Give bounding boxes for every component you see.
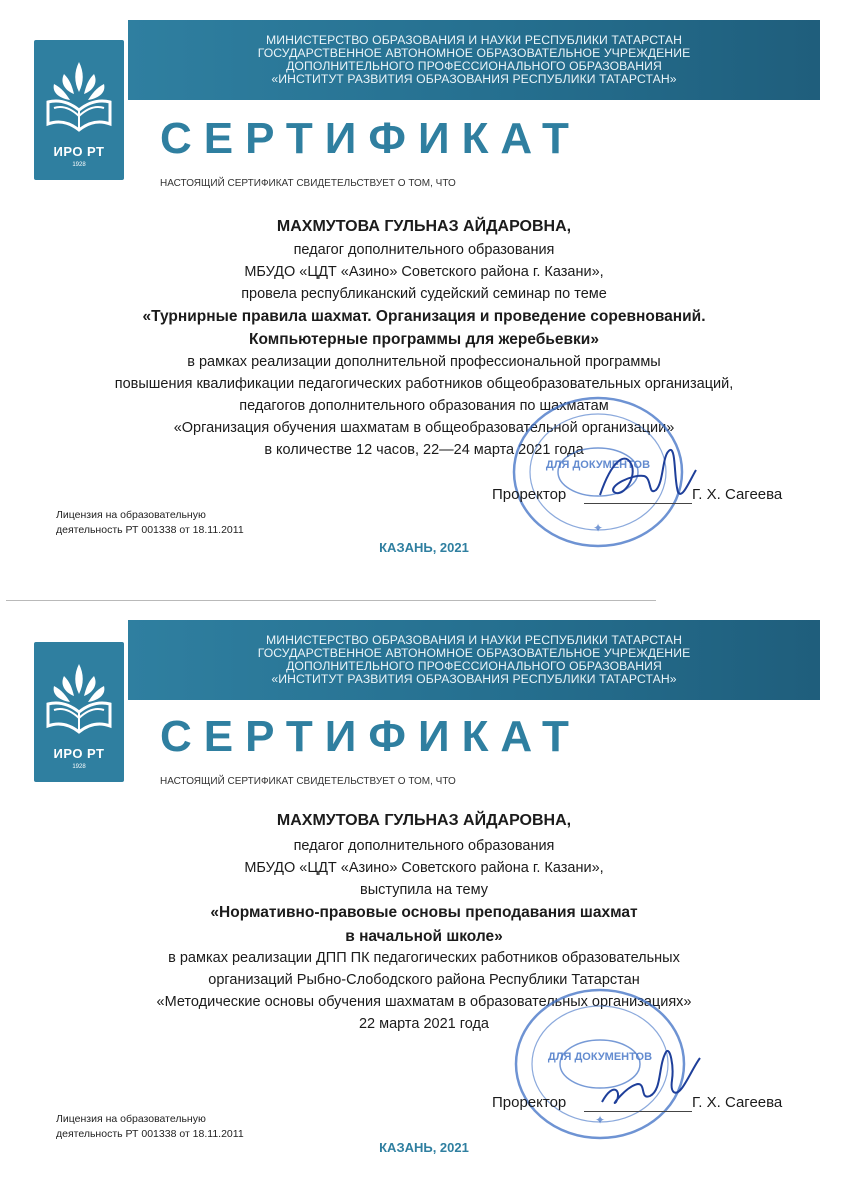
logo-year: 1928	[72, 764, 86, 770]
logo-text: ИРО РТ	[53, 144, 105, 159]
topic-line: Компьютерные программы для жеребьевки»	[249, 331, 599, 348]
certificate-title: СЕРТИФИКАТ	[160, 114, 581, 163]
details-line: в рамках реализации ДПП ПК педагогических работников образовательных	[168, 950, 680, 966]
license-line: деятельность РТ 001338 от 18.11.2011	[56, 1128, 244, 1140]
activity-description: провела республиканский судейский семинар по теме	[241, 286, 607, 302]
topic-line: «Нормативно-правовые основы преподавания шахмат	[210, 904, 638, 921]
logo-text: ИРО РТ	[53, 746, 105, 761]
signer-name: Г. Х. Сагеева	[692, 1094, 783, 1111]
org-line: ДОПОЛНИТЕЛЬНОГО ПРОФЕССИОНАЛЬНОГО ОБРАЗОВАНИЯ	[286, 59, 662, 73]
org-line: МИНИСТЕРСТВО ОБРАЗОВАНИЯ И НАУКИ РЕСПУБЛИКИ ТАТАРСТАН	[265, 33, 683, 47]
topic-line: «Турнирные правила шахмат. Организация и проведение соревнований.	[142, 308, 706, 325]
topic-line: в начальной школе»	[345, 928, 503, 945]
details-line: «Организация обучения шахматам в общеобразовательной организации»	[173, 420, 675, 436]
signature	[596, 1036, 706, 1116]
org-line: ГОСУДАРСТВЕННОЕ АВТОНОМНОЕ ОБРАЗОВАТЕЛЬНОЕ УЧРЕЖДЕНИЕ	[257, 646, 691, 660]
license-line: Лицензия на образовательную	[56, 509, 206, 521]
signature-line	[584, 1111, 692, 1112]
license-info	[56, 1112, 244, 1142]
recipient-organization: МБУДО «ЦДТ «Азино» Советского района г. Казани»,	[244, 264, 604, 280]
details-line: в количестве 12 часов, 22—24 марта 2021 года	[264, 442, 584, 458]
stamp-label: ДЛЯ ДОКУМЕНТОВ	[547, 1051, 653, 1063]
iro-rt-logo	[34, 40, 124, 180]
recipient-organization: МБУДО «ЦДТ «Азино» Советского района г. Казани»,	[244, 860, 604, 876]
details-line: в рамках реализации дополнительной профессиональной программы	[187, 354, 661, 370]
org-line: МИНИСТЕРСТВО ОБРАЗОВАНИЯ И НАУКИ РЕСПУБЛИКИ ТАТАРСТАН	[265, 633, 683, 647]
details-line: педагогов дополнительного образования по шахматам	[239, 398, 609, 414]
recipient-name: МАХМУТОВА ГУЛЬНАЗ АЙДАРОВНА,	[276, 218, 572, 235]
organization-banner	[128, 620, 820, 700]
recipient-position: педагог дополнительного образования	[293, 242, 555, 258]
recipient-name: МАХМУТОВА ГУЛЬНАЗ АЙДАРОВНА,	[276, 812, 572, 829]
org-line: «ИНСТИТУТ РАЗВИТИЯ ОБРАЗОВАНИЯ РЕСПУБЛИКИ ТАТАРСТАН»	[271, 672, 677, 686]
certificate-intro: НАСТОЯЩИЙ СЕРТИФИКАТ СВИДЕТЕЛЬСТВУЕТ О ТОМ, ЧТО	[160, 178, 456, 189]
svg-text:✦: ✦	[592, 521, 604, 535]
certificate-title: СЕРТИФИКАТ	[160, 712, 581, 761]
signature	[592, 440, 702, 510]
city-year: КАЗАНЬ, 2021	[379, 1140, 469, 1155]
details-line: организаций Рыбно-Слободского района Республики Татарстан	[208, 972, 640, 988]
signer-role: Проректор	[492, 486, 567, 503]
signature-line	[584, 503, 692, 504]
signer-role: Проректор	[492, 1094, 567, 1111]
iro-rt-logo	[34, 642, 124, 782]
details-line: «Методические основы обучения шахматам в образовательных организациях»	[156, 994, 692, 1010]
book-plant-icon	[34, 40, 124, 180]
city-year: КАЗАНЬ, 2021	[379, 540, 469, 555]
license-line: Лицензия на образовательную	[56, 1113, 206, 1125]
stamp-label: ДЛЯ ДОКУМЕНТОВ	[545, 459, 651, 471]
org-line: «ИНСТИТУТ РАЗВИТИЯ ОБРАЗОВАНИЯ РЕСПУБЛИКИ ТАТАРСТАН»	[271, 72, 677, 86]
book-plant-icon	[34, 642, 124, 782]
org-line: ГОСУДАРСТВЕННОЕ АВТОНОМНОЕ ОБРАЗОВАТЕЛЬНОЕ УЧРЕЖДЕНИЕ	[257, 46, 691, 60]
organization-banner	[128, 20, 820, 100]
org-line: ДОПОЛНИТЕЛЬНОГО ПРОФЕССИОНАЛЬНОГО ОБРАЗОВАНИЯ	[286, 659, 662, 673]
logo-year: 1928	[72, 162, 86, 168]
certificate-2	[0, 600, 848, 1200]
svg-text:✦: ✦	[594, 1113, 606, 1127]
certificate-intro: НАСТОЯЩИЙ СЕРТИФИКАТ СВИДЕТЕЛЬСТВУЕТ О ТОМ, ЧТО	[160, 776, 456, 787]
license-info	[56, 508, 244, 538]
details-line: 22 марта 2021 года	[358, 1016, 490, 1032]
details-line: повышения квалификации педагогических работников общеобразовательных организаций,	[114, 376, 734, 392]
license-line: деятельность РТ 001338 от 18.11.2011	[56, 524, 244, 536]
activity-description: выступила на тему	[360, 882, 488, 898]
signer-name: Г. Х. Сагеева	[692, 486, 783, 503]
recipient-position: педагог дополнительного образования	[293, 838, 555, 854]
